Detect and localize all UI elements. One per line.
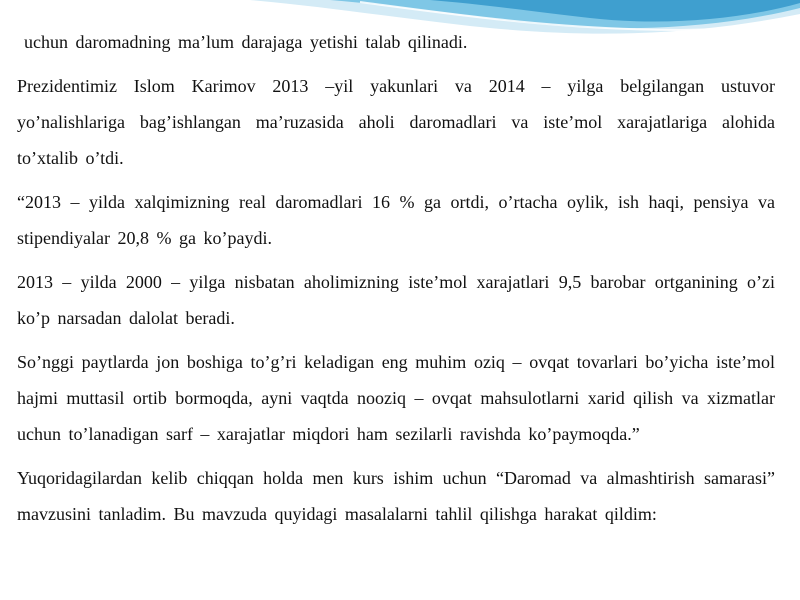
paragraph-income-growth-quote: “2013 – yilda xalqimizning real daromadlari 16 % ga ortdi, o’rtacha oylik, ish haqi, pensiya va stipendiyalar 20,8 % ga ko’paydi.	[17, 192, 775, 248]
paragraph-president-report: Prezidentimiz Islom Karimov 2013 –yil yakunlari va 2014 – yilga belgilangan ustuvor yo’nalishlariga bag’ishlangan ma’ruzasida aholi daromadlari va iste’mol xarajatlariga alohida to’xtalib o’tdi.	[17, 76, 775, 168]
text-body	[17, 24, 775, 540]
paragraph-consumption-growth: 2013 – yilda 2000 – yilga nisbatan aholimizning iste’mol xarajatlari 9,5 barobar ortganining o’zi ko’p narsadan dalolat beradi.	[17, 272, 775, 328]
paragraph-consumption-volume: So’nggi paytlarda jon boshiga to’g’ri keladigan eng muhim oziq – ovqat tovarlari bo’yicha iste’mol hajmi muttasil ortib bormoqda, ayni vaqtda nooziq – ovqat mahsulotlarni xarid qilish va xizmatlar uchun to’lanadigan sarf – xarajatlar miqdori ham sezilarli ravishda ko’paymoqda.”	[17, 352, 775, 444]
paragraph-topic-choice: Yuqoridagilardan kelib chiqqan holda men kurs ishim uchun “Daromad va almashtirish samarasi” mavzusini tanladim. Bu mavzuda quyidagi masalalarni tahlil qilishga harakat qildim:	[17, 468, 775, 524]
paragraph-intro-fragment: uchun daromadning ma’lum darajaga yetishi talab qilinadi.	[24, 32, 468, 52]
